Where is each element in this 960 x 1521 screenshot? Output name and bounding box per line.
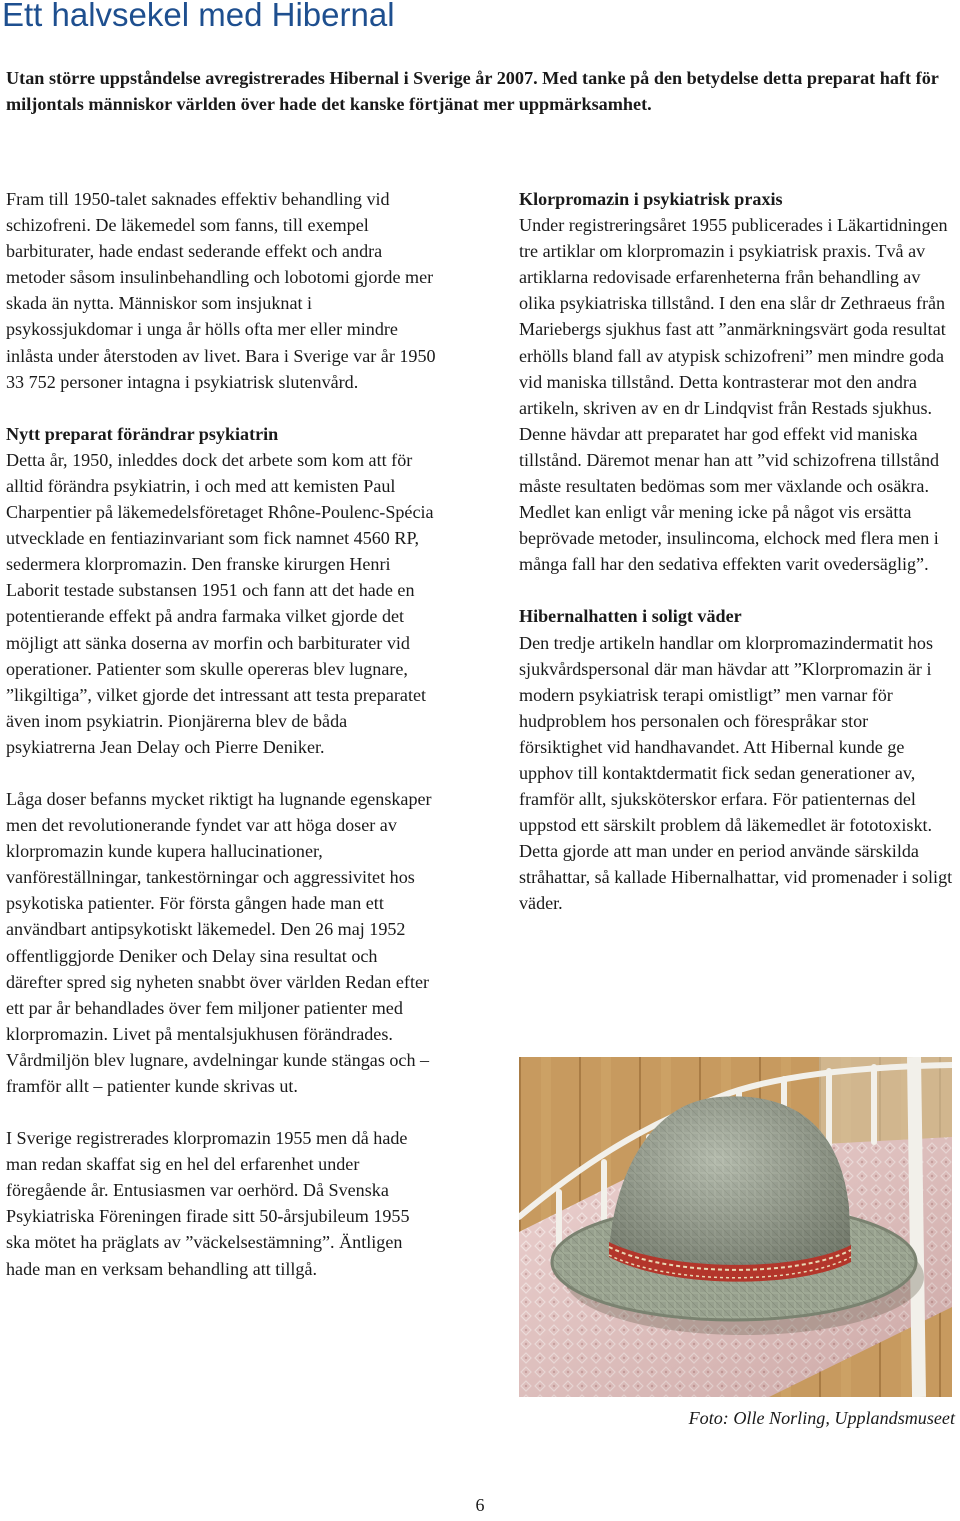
- paragraph-praxis: Under registreringsåret 1955 publicerades i Läkartidningen tre artiklar om klorpromazin i psykiatrisk praxis. Två av artiklarna redovisade erfarenheterna från behandling av olika psykiatriska tillstånd. I den ena slår dr Zethraeus från Mariebergs sjukhus fast att ”anmärkningsvärt goda resultat erhölls bland fall av atypisk schizofreni” men mindre goda vid maniska tillstånd. Detta kontrasterar mot den andra artikeln, skriven av en dr Lindqvist från Restads sjukhus. Denne hävdar att preparatet har god effekt vid maniska tillstånd. Däremot menar han att ”vid schizofrena tillstånd måste resultaten bedömas som mer växlande och osäkra. Medlet kan enligt vår mening icke på något vis ersätta beprövade metoder, insulincoma, elchock med flera men i många fall har den sedativa effekten varit ovedersäglig”.: [519, 215, 948, 575]
- left-column: [6, 186, 436, 1282]
- paragraph-intro: Fram till 1950-talet saknades effektiv behandling vid schizofreni. De läkemedel som fanns, till exempel barbiturater, hade endast sederande effekt och andra metoder såsom insulinbehandling och lobotomi gjorde mer skada än nytta. Människor som insjuknat i psykossjukdomar i unga år hölls ofta mer eller mindre inlåsta under återstoden av livet. Bara i Sverige var år 1950 33 752 personer intagna i psykiatrisk slutenvård.: [6, 189, 436, 392]
- photo-caption: Foto: Olle Norling, Upplandsmuseet: [688, 1408, 955, 1428]
- hat-photo: [519, 1057, 952, 1397]
- heading-hibernalhatten: Hibernalhatten i soligt väder: [519, 606, 742, 627]
- page-number: 6: [475, 1495, 485, 1515]
- paragraph-sweden: I Sverige registrerades klorpromazin 1955 men då hade man redan skaffat sig en hel del erfarenhet under föregående år. Entusiasmen var oerhörd. Då Svenska Psykiatriska Föreningen firade sitt 50-årsjubileum 1955 ska mötet ha präglats av ”väckelsestämning”. Äntligen hade man en verksam behandling att tillgå.: [6, 1128, 410, 1279]
- article-title: Ett halvsekel med Hibernal: [2, 0, 395, 33]
- paragraph-hibernalhatten: Den tredje artikeln handlar om klorpromazindermatit hos sjukvårdspersonal där man hävdar att ”Klorpromazin är i modern psykiatrisk terapi omistligt” men varnar för hudproblem hos personalen och förespråkar stor försiktighet vid handhavandet. Att Hibernal kunde ge upphov till kontaktdermatit fick sedan generationer av, framför allt, sjuksköterskor erfara. För patienternas del uppstod ett särskilt problem då läkemedlet är fototoxiskt. Detta gjorde att man under en period använde särskilda stråhattar, så kallade Hibernalhattar, vid promenader i soligt väder.: [519, 632, 953, 914]
- right-column: [519, 186, 955, 917]
- heading-nytt-preparat: Nytt preparat förändrar psykiatrin: [6, 423, 279, 444]
- paragraph-history: Detta år, 1950, inleddes dock det arbete som kom att för alltid förändra psykiatrin, i och med att kemisten Paul Charpentier på läkemedelsföretaget Rhône-Poulenc-Spécia utvecklade en fentiazinvariant som fick namnet 4560 RP, sedermera klorpromazin. Den franske kirurgen Henri Laborit testade substansen 1951 och fann att det hade en potentierande effekt på andra farmaka vilket gjorde det möjligt att sänka doserna av morfin och barbiturater vid operationer. Patienter som skulle opereras blev lugnare, ”likgiltiga”, vilket gjorde det intressant att testa preparatet även inom psykiatrin. Pionjärerna blev de båda psykiatrerna Jean Delay och Pierre Deniker.: [6, 449, 434, 757]
- article-lead: Utan större uppståndelse avregistrerades Hibernal i Sverige år 2007. Med tanke på den betydelse detta preparat haft för miljontals människor världen över hade det kanske förtjänat mer uppmärksamhet.: [6, 68, 939, 114]
- paragraph-doses: Låga doser befanns mycket riktigt ha lugnande egenskaper men det revolutionerande fyndet var att höga doser av klorpromazin kunde kupera hallucinationer, vanföreställningar, tankestörningar och aggressivitet hos psykotiska patienter. För första gången hade man ett användbart antipsykotiskt läkemedel. Den 26 maj 1952 offentliggjorde Deniker och Delay sina resultat och därefter spred sig nyheten snabbt över världen Redan efter ett par år behandlades över fem miljoner patienter med klorpromazin. Livet på mentalsjukhusen förändrades. Vårdmiljön blev lugnare, avdelningar kunde stängas och – framför allt – patienter kunde skrivas ut.: [6, 788, 432, 1096]
- heading-klorpromazin-praxis: Klorpromazin i psykiatrisk praxis: [519, 189, 783, 209]
